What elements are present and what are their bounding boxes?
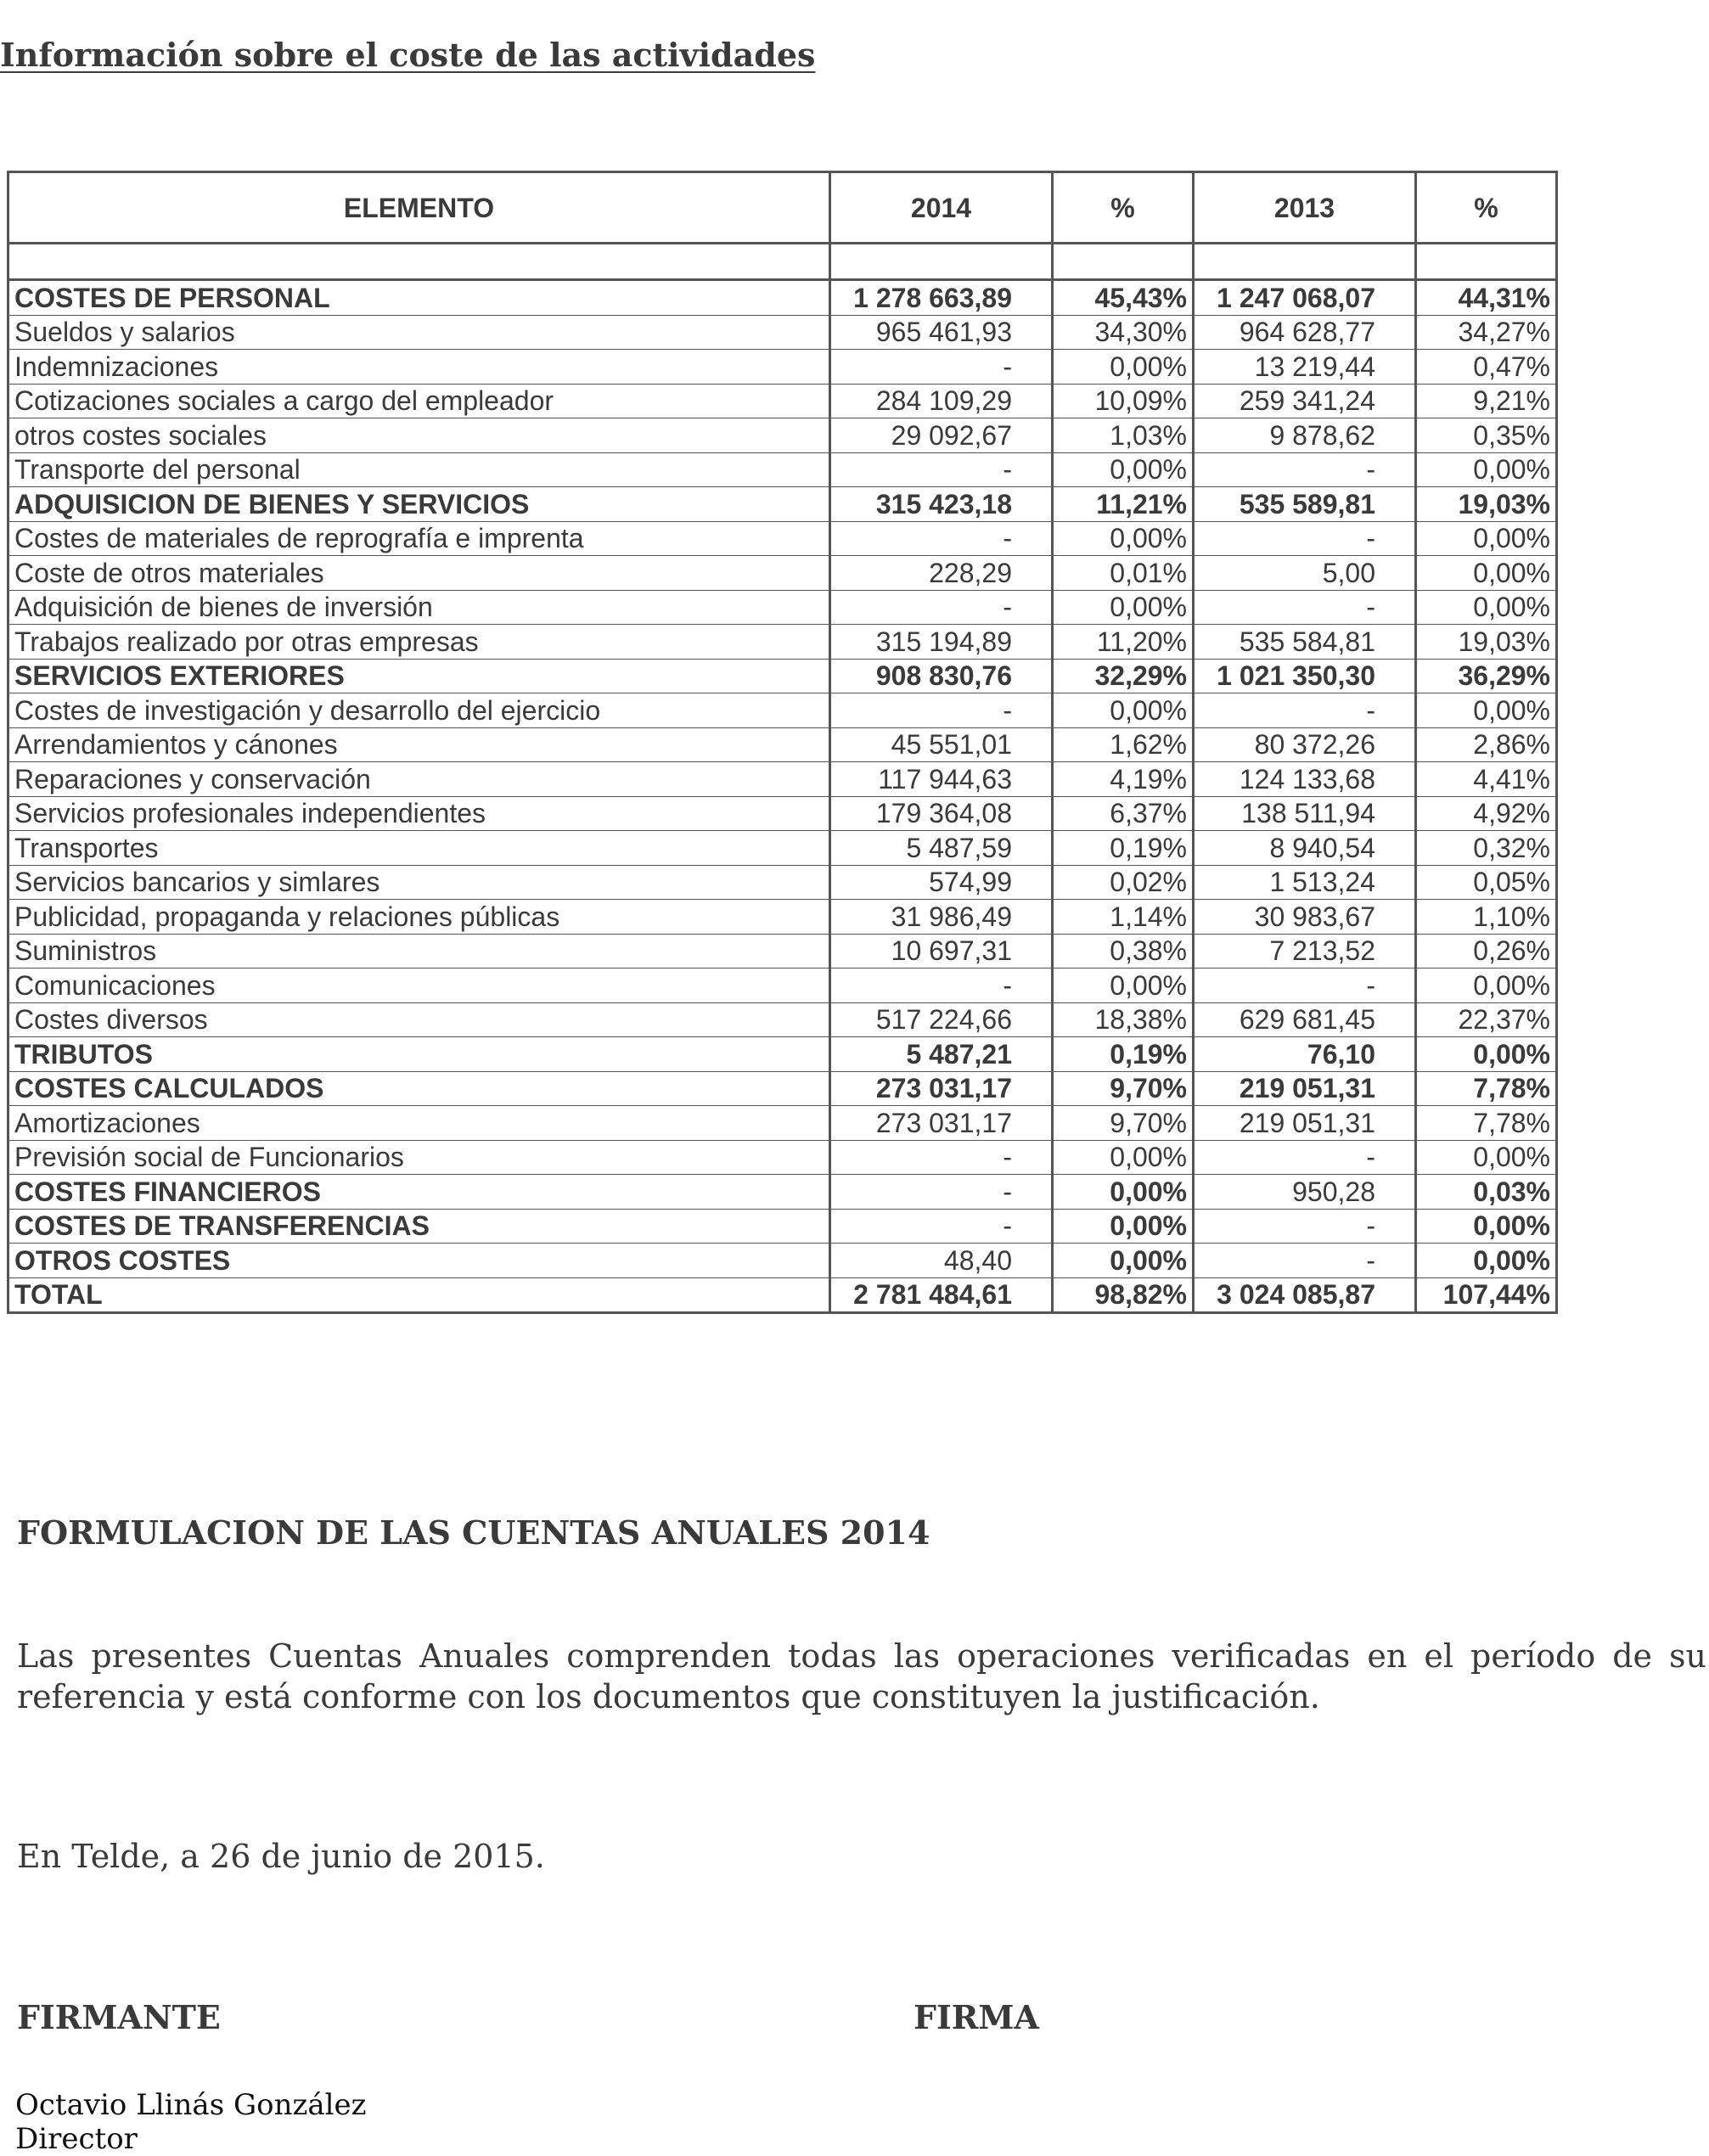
- row-value-2013: -: [1194, 1140, 1416, 1175]
- row-value-2014: 179 364,08: [830, 796, 1053, 831]
- row-label: Transporte del personal: [8, 452, 830, 487]
- row-label: Suministros: [8, 934, 830, 969]
- row-percent-2014: 0,00%: [1053, 1175, 1194, 1210]
- row-value-2014: -: [830, 590, 1053, 625]
- row-percent-2013: 107,44%: [1416, 1277, 1557, 1313]
- table-spacer-row: [8, 244, 1557, 280]
- formulation-heading: FORMULACION DE LAS CUENTAS ANUALES 2014: [17, 1513, 930, 1552]
- row-percent-2014: 1,14%: [1053, 900, 1194, 935]
- table-row: [8, 969, 1557, 1003]
- table-row: [8, 831, 1557, 866]
- row-percent-2013: 0,32%: [1416, 831, 1557, 866]
- signature-label: FIRMA: [914, 1998, 1039, 2036]
- row-label: Arrendamientos y cánones: [8, 727, 830, 762]
- row-label: OTROS COSTES: [8, 1244, 830, 1278]
- row-value-2014: -: [830, 350, 1053, 385]
- row-value-2014: 228,29: [830, 556, 1053, 591]
- row-label: Previsión social de Funcionarios: [8, 1140, 830, 1175]
- row-label: SERVICIOS EXTERIORES: [8, 659, 830, 693]
- row-percent-2013: 0,00%: [1416, 1244, 1557, 1278]
- row-percent-2014: 6,37%: [1053, 796, 1194, 831]
- table-row: [8, 1002, 1557, 1037]
- row-label: Sueldos y salarios: [8, 315, 830, 350]
- row-percent-2014: 0,00%: [1053, 1140, 1194, 1175]
- row-value-2014: -: [830, 452, 1053, 487]
- table-row: [8, 1277, 1557, 1313]
- table-row: [8, 727, 1557, 762]
- row-percent-2014: 0,19%: [1053, 1037, 1194, 1072]
- row-value-2013: 13 219,44: [1194, 350, 1416, 385]
- table-row: [8, 350, 1557, 385]
- row-percent-2013: 0,00%: [1416, 521, 1557, 556]
- row-value-2014: -: [830, 969, 1053, 1003]
- row-percent-2014: 0,00%: [1053, 1209, 1194, 1244]
- row-value-2013: 138 511,94: [1194, 796, 1416, 831]
- row-percent-2014: 11,20%: [1053, 625, 1194, 660]
- row-percent-2014: 0,00%: [1053, 969, 1194, 1003]
- row-percent-2013: 19,03%: [1416, 625, 1557, 660]
- row-value-2014: 315 194,89: [830, 625, 1053, 660]
- row-percent-2013: 0,00%: [1416, 590, 1557, 625]
- row-percent-2013: 7,78%: [1416, 1071, 1557, 1106]
- table-row: [8, 934, 1557, 969]
- row-percent-2013: 0,00%: [1416, 693, 1557, 728]
- header-percent-2014: %: [1053, 172, 1194, 244]
- row-value-2014: 48,40: [830, 1244, 1053, 1278]
- row-value-2014: -: [830, 521, 1053, 556]
- row-value-2014: 284 109,29: [830, 384, 1053, 418]
- row-percent-2014: 11,21%: [1053, 487, 1194, 522]
- table-row: [8, 1209, 1557, 1244]
- row-value-2014: 2 781 484,61: [830, 1277, 1053, 1313]
- row-label: Reparaciones y conservación: [8, 762, 830, 797]
- row-value-2013: 1 247 068,07: [1194, 280, 1416, 316]
- row-percent-2014: 0,02%: [1053, 865, 1194, 900]
- row-percent-2014: 9,70%: [1053, 1106, 1194, 1141]
- row-percent-2013: 0,03%: [1416, 1175, 1557, 1210]
- row-value-2014: 517 224,66: [830, 1002, 1053, 1037]
- row-percent-2014: 0,00%: [1053, 452, 1194, 487]
- row-percent-2014: 32,29%: [1053, 659, 1194, 693]
- row-value-2013: 30 983,67: [1194, 900, 1416, 935]
- table-row: [8, 900, 1557, 935]
- row-percent-2013: 9,21%: [1416, 384, 1557, 418]
- table-row: [8, 1037, 1557, 1072]
- row-label: otros costes sociales: [8, 418, 830, 453]
- row-percent-2013: 0,26%: [1416, 934, 1557, 969]
- row-percent-2014: 0,19%: [1053, 831, 1194, 866]
- row-percent-2013: 34,27%: [1416, 315, 1557, 350]
- row-label: Servicios bancarios y simlares: [8, 865, 830, 900]
- table-row: [8, 659, 1557, 693]
- row-percent-2014: 45,43%: [1053, 280, 1194, 316]
- row-value-2014: 10 697,31: [830, 934, 1053, 969]
- row-percent-2014: 0,00%: [1053, 1244, 1194, 1278]
- table-row: [8, 1175, 1557, 1210]
- row-value-2014: -: [830, 1140, 1053, 1175]
- row-value-2014: 117 944,63: [830, 762, 1053, 797]
- header-elemento: ELEMENTO: [8, 172, 830, 244]
- table-row: [8, 796, 1557, 831]
- row-percent-2014: 18,38%: [1053, 1002, 1194, 1037]
- row-label: Servicios profesionales independientes: [8, 796, 830, 831]
- row-value-2013: -: [1194, 693, 1416, 728]
- row-percent-2014: 4,19%: [1053, 762, 1194, 797]
- row-value-2014: 965 461,93: [830, 315, 1053, 350]
- row-value-2013: 124 133,68: [1194, 762, 1416, 797]
- row-value-2014: -: [830, 693, 1053, 728]
- row-value-2013: -: [1194, 1209, 1416, 1244]
- row-percent-2013: 36,29%: [1416, 659, 1557, 693]
- row-label: ADQUISICION DE BIENES Y SERVICIOS: [8, 487, 830, 522]
- table-row: [8, 521, 1557, 556]
- row-value-2013: -: [1194, 590, 1416, 625]
- row-percent-2013: 0,00%: [1416, 1140, 1557, 1175]
- row-label: Costes diversos: [8, 1002, 830, 1037]
- signer-role: Director: [15, 2122, 138, 2156]
- table-row: [8, 762, 1557, 797]
- row-value-2014: 273 031,17: [830, 1071, 1053, 1106]
- row-value-2014: 31 986,49: [830, 900, 1053, 935]
- row-value-2013: -: [1194, 969, 1416, 1003]
- row-value-2014: -: [830, 1175, 1053, 1210]
- table-row: [8, 280, 1557, 316]
- row-label: TRIBUTOS: [8, 1037, 830, 1072]
- table-row: [8, 1071, 1557, 1106]
- row-value-2013: 76,10: [1194, 1037, 1416, 1072]
- row-percent-2013: 4,41%: [1416, 762, 1557, 797]
- row-percent-2013: 0,00%: [1416, 556, 1557, 591]
- row-percent-2013: 0,00%: [1416, 1209, 1557, 1244]
- row-label: Adquisición de bienes de inversión: [8, 590, 830, 625]
- table-row: [8, 452, 1557, 487]
- row-value-2013: 8 940,54: [1194, 831, 1416, 866]
- row-value-2013: 964 628,77: [1194, 315, 1416, 350]
- table-row: [8, 1106, 1557, 1141]
- row-label: COSTES DE TRANSFERENCIAS: [8, 1209, 830, 1244]
- row-label: Indemnizaciones: [8, 350, 830, 385]
- row-percent-2014: 9,70%: [1053, 1071, 1194, 1106]
- row-percent-2013: 4,92%: [1416, 796, 1557, 831]
- row-percent-2013: 0,47%: [1416, 350, 1557, 385]
- signer-label: FIRMANTE: [17, 1998, 221, 2036]
- header-2014: 2014: [830, 172, 1053, 244]
- row-percent-2013: 19,03%: [1416, 487, 1557, 522]
- row-value-2014: 574,99: [830, 865, 1053, 900]
- row-percent-2014: 34,30%: [1053, 315, 1194, 350]
- place-date: En Telde, a 26 de junio de 2015.: [17, 1838, 545, 1875]
- row-percent-2013: 2,86%: [1416, 727, 1557, 762]
- table-row: [8, 418, 1557, 453]
- row-percent-2014: 1,03%: [1053, 418, 1194, 453]
- table-row: [8, 487, 1557, 522]
- row-value-2014: 5 487,21: [830, 1037, 1053, 1072]
- row-label: Costes de investigación y desarrollo del ejercicio: [8, 693, 830, 728]
- row-value-2013: 80 372,26: [1194, 727, 1416, 762]
- row-label: COSTES FINANCIEROS: [8, 1175, 830, 1210]
- row-value-2013: 535 589,81: [1194, 487, 1416, 522]
- document-title: Información sobre el coste de las actividades: [0, 36, 816, 74]
- table-row: [8, 625, 1557, 660]
- table-row: [8, 315, 1557, 350]
- row-value-2013: 7 213,52: [1194, 934, 1416, 969]
- row-value-2013: -: [1194, 452, 1416, 487]
- row-value-2013: 535 584,81: [1194, 625, 1416, 660]
- row-label: Costes de materiales de reprografía e imprenta: [8, 521, 830, 556]
- row-value-2014: -: [830, 1209, 1053, 1244]
- row-percent-2013: 22,37%: [1416, 1002, 1557, 1037]
- row-percent-2014: 1,62%: [1053, 727, 1194, 762]
- row-value-2013: 1 513,24: [1194, 865, 1416, 900]
- row-percent-2013: 7,78%: [1416, 1106, 1557, 1141]
- table-row: [8, 556, 1557, 591]
- row-percent-2014: 0,00%: [1053, 350, 1194, 385]
- row-label: Comunicaciones: [8, 969, 830, 1003]
- table-row: [8, 384, 1557, 418]
- row-percent-2014: 0,01%: [1053, 556, 1194, 591]
- row-percent-2013: 0,35%: [1416, 418, 1557, 453]
- row-label: TOTAL: [8, 1277, 830, 1313]
- row-percent-2013: 0,05%: [1416, 865, 1557, 900]
- row-value-2013: 259 341,24: [1194, 384, 1416, 418]
- row-label: Amortizaciones: [8, 1106, 830, 1141]
- row-value-2014: 315 423,18: [830, 487, 1053, 522]
- row-percent-2013: 44,31%: [1416, 280, 1557, 316]
- row-percent-2013: 0,00%: [1416, 969, 1557, 1003]
- table-header-row: [8, 172, 1557, 244]
- row-label: Trabajos realizado por otras empresas: [8, 625, 830, 660]
- table-row: [8, 865, 1557, 900]
- row-label: COSTES CALCULADOS: [8, 1071, 830, 1106]
- row-value-2013: 629 681,45: [1194, 1002, 1416, 1037]
- row-label: COSTES DE PERSONAL: [8, 280, 830, 316]
- row-label: Cotizaciones sociales a cargo del empleador: [8, 384, 830, 418]
- row-percent-2014: 98,82%: [1053, 1277, 1194, 1313]
- row-label: Coste de otros materiales: [8, 556, 830, 591]
- row-value-2013: 9 878,62: [1194, 418, 1416, 453]
- header-percent-2013: %: [1416, 172, 1557, 244]
- row-value-2014: 1 278 663,89: [830, 280, 1053, 316]
- row-percent-2014: 0,00%: [1053, 693, 1194, 728]
- row-value-2013: -: [1194, 1244, 1416, 1278]
- row-value-2014: 29 092,67: [830, 418, 1053, 453]
- row-value-2013: 3 024 085,87: [1194, 1277, 1416, 1313]
- row-value-2013: 219 051,31: [1194, 1071, 1416, 1106]
- table-row: [8, 1244, 1557, 1278]
- row-percent-2014: 10,09%: [1053, 384, 1194, 418]
- row-value-2013: 1 021 350,30: [1194, 659, 1416, 693]
- row-value-2014: 273 031,17: [830, 1106, 1053, 1141]
- table-row: [8, 1140, 1557, 1175]
- row-value-2013: 5,00: [1194, 556, 1416, 591]
- row-value-2013: -: [1194, 521, 1416, 556]
- row-value-2013: 950,28: [1194, 1175, 1416, 1210]
- table-row: [8, 590, 1557, 625]
- header-2013: 2013: [1194, 172, 1416, 244]
- row-percent-2014: 0,00%: [1053, 521, 1194, 556]
- row-percent-2013: 1,10%: [1416, 900, 1557, 935]
- row-value-2014: 908 830,76: [830, 659, 1053, 693]
- signer-name: Octavio Llinás González: [15, 2088, 367, 2122]
- row-value-2014: 5 487,59: [830, 831, 1053, 866]
- row-percent-2013: 0,00%: [1416, 452, 1557, 487]
- row-label: Transportes: [8, 831, 830, 866]
- table-row: [8, 693, 1557, 728]
- row-value-2014: 45 551,01: [830, 727, 1053, 762]
- formulation-paragraph: Las presentes Cuentas Anuales comprenden todas las operaciones verificadas en el período de su referencia y está conforme con los documentos que constituyen la justificación.: [17, 1637, 1706, 1715]
- row-percent-2014: 0,38%: [1053, 934, 1194, 969]
- row-label: Publicidad, propaganda y relaciones públicas: [8, 900, 830, 935]
- row-percent-2014: 0,00%: [1053, 590, 1194, 625]
- activity-cost-table: [7, 171, 1558, 1314]
- row-percent-2013: 0,00%: [1416, 1037, 1557, 1072]
- row-value-2013: 219 051,31: [1194, 1106, 1416, 1141]
